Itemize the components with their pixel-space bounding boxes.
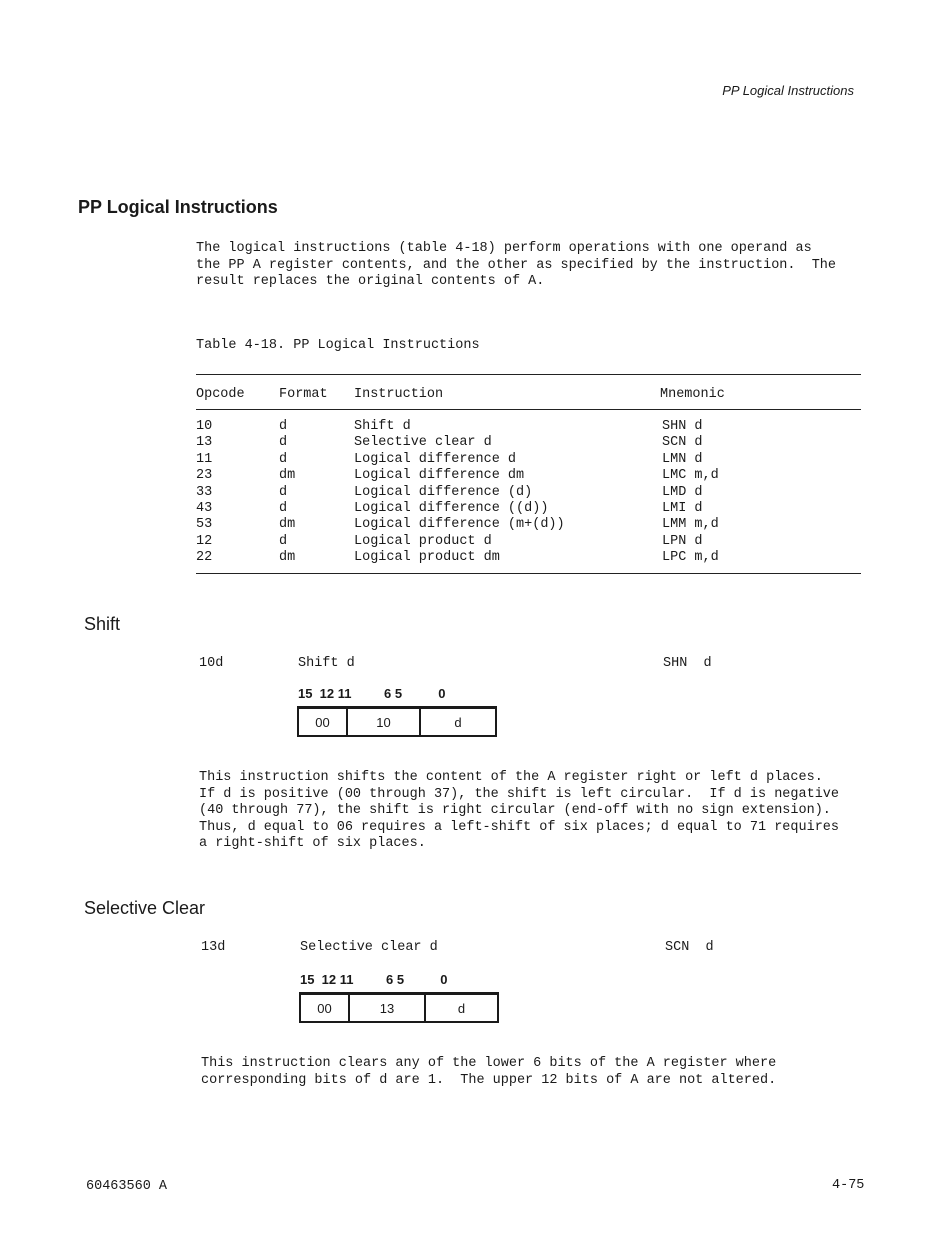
cell-mnemonic: SHN d — [662, 419, 703, 434]
cell-format: d — [279, 501, 288, 516]
instruction-mnemonic: SHN d — [663, 656, 712, 671]
cell-instruction: Shift d — [354, 419, 411, 434]
cell-mnemonic: LMD d — [662, 484, 703, 500]
page-number: 4-75 — [832, 1178, 865, 1193]
field-f: 00 — [317, 1000, 332, 1016]
cell-instruction: Logical difference dm — [354, 468, 525, 484]
section-description: This instruction clears any of the lower 6 bits of the A register where corresponding bits of d are 1. The upper 12 bits of A are not altered. — [201, 1056, 777, 1088]
field-opcode: 13 — [348, 995, 424, 1021]
header-mnemonic: Mnemonic — [660, 387, 725, 402]
cell-format: dm — [279, 550, 296, 566]
cell-opcode: 23 — [196, 468, 213, 484]
instruction-mnemonic: SCN d — [665, 940, 714, 955]
instruction-format-diagram — [299, 992, 499, 1023]
field-d: d — [424, 995, 497, 1021]
cell-mnemonic: LMI d — [662, 501, 703, 516]
cell-mnemonic: SCN d — [662, 435, 703, 451]
header-format: Format — [279, 387, 328, 402]
table-bottom-rule — [196, 573, 861, 574]
bit-position-labels: 15 12 11 6 5 0 — [298, 686, 446, 701]
table-header-rule — [196, 409, 861, 410]
cell-mnemonic: LPN d — [662, 533, 703, 549]
section-heading: Selective Clear — [84, 898, 206, 918]
document-number: 60463560 A — [86, 1179, 168, 1194]
cell-instruction: Logical difference (m+(d)) — [354, 517, 565, 533]
cell-opcode: 10 — [196, 419, 213, 434]
instruction-name: Shift d — [298, 656, 355, 671]
opcode-code: 13d — [201, 940, 226, 955]
running-header: PP Logical Instructions — [722, 83, 854, 98]
cell-instruction: Logical difference ((d)) — [354, 501, 549, 516]
intro-paragraph: The logical instructions (table 4-18) perform operations with one operand as the PP A register contents, and the other as specified by the instruction. The result replaces the original contents of A. — [196, 241, 837, 289]
instruction-name: Selective clear d — [300, 940, 438, 955]
field-f: 00 — [315, 714, 330, 730]
field-d: d — [419, 709, 495, 735]
instruction-format-diagram — [297, 706, 497, 737]
table-top-rule — [196, 374, 861, 375]
cell-opcode: 33 — [196, 484, 213, 500]
cell-mnemonic: LMN d — [662, 451, 703, 467]
cell-instruction: Logical product d — [354, 533, 492, 549]
cell-opcode: 13 — [196, 435, 213, 451]
cell-opcode: 53 — [196, 517, 213, 533]
header-opcode: Opcode — [196, 387, 245, 402]
field-opcode: 10 — [346, 709, 419, 735]
bit-position-labels: 15 12 11 6 5 0 — [300, 972, 448, 987]
cell-opcode: 43 — [196, 501, 213, 516]
cell-format: dm — [279, 517, 296, 533]
cell-opcode: 22 — [196, 550, 213, 566]
cell-instruction: Selective clear d — [354, 435, 492, 451]
cell-format: d — [279, 435, 288, 451]
cell-instruction: Logical difference d — [354, 451, 517, 467]
cell-mnemonic: LMM m,d — [662, 517, 719, 533]
cell-format: d — [279, 451, 288, 467]
header-instruction: Instruction — [354, 387, 444, 402]
section-heading: Shift — [84, 614, 121, 634]
page-title: PP Logical Instructions — [78, 197, 278, 217]
cell-opcode: 11 — [196, 451, 213, 467]
cell-format: d — [279, 533, 288, 549]
cell-instruction: Logical product dm — [354, 550, 500, 566]
cell-format: dm — [279, 468, 296, 484]
opcode-code: 10d — [199, 656, 224, 671]
cell-format: d — [279, 419, 288, 434]
cell-mnemonic: LPC m,d — [662, 550, 719, 566]
section-description: This instruction shifts the content of the A register right or left d places. If d is positive (00 through 37), the shift is left circular. If d is negative (40 through 77), the shift is right circular (end-off with no sign extension). Thus, d equal to 06 requires a left-shift of six places; d equal to 71 requires a right-shift of six places. — [199, 770, 840, 851]
cell-mnemonic: LMC m,d — [662, 468, 719, 484]
cell-opcode: 12 — [196, 533, 213, 549]
cell-format: d — [279, 484, 288, 500]
cell-instruction: Logical difference (d) — [354, 484, 533, 500]
table-caption: Table 4-18. PP Logical Instructions — [196, 338, 480, 353]
